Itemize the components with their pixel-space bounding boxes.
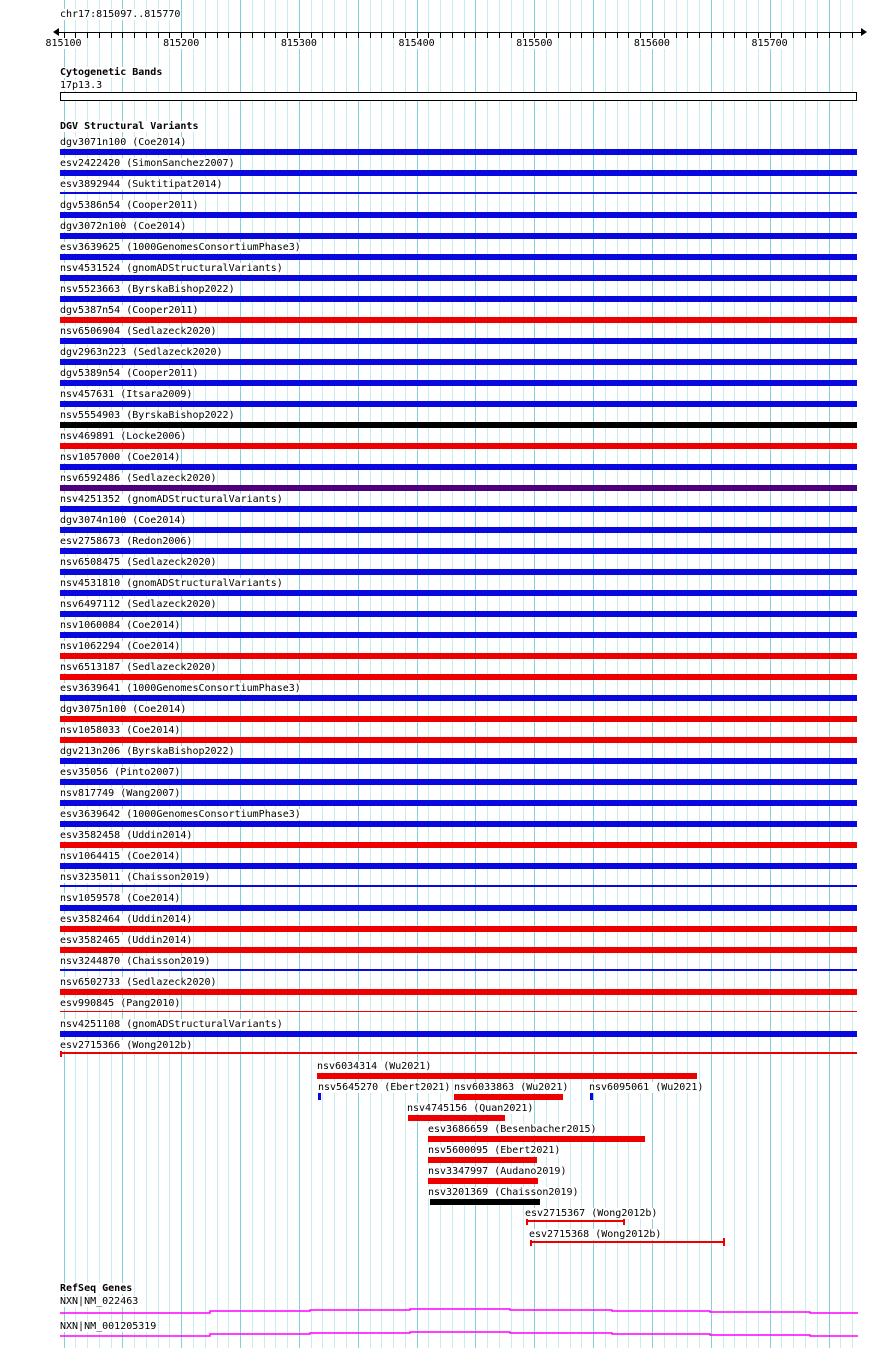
variant-label: nsv3201369 (Chaisson2019)	[428, 1187, 579, 1198]
variant-label: nsv817749 (Wang2007)	[60, 788, 181, 799]
variant-label: dgv3074n100 (Coe2014)	[60, 515, 187, 526]
variant-label: dgv5387n54 (Cooper2011)	[60, 305, 199, 316]
variant-label: nsv6497112 (Sedlazeck2020)	[60, 599, 217, 610]
variant-label: esv3686659 (Besenbacher2015)	[428, 1124, 597, 1135]
variant-label: esv3582464 (Uddin2014)	[60, 914, 193, 925]
variant-label: esv2715368 (Wong2012b)	[529, 1229, 662, 1240]
variant-label: dgv2963n223 (Sedlazeck2020)	[60, 347, 223, 358]
gene-label: NXN|NM_001205319	[60, 1321, 157, 1332]
variant-label: nsv457631 (Itsara2009)	[60, 389, 193, 400]
gene-model-line[interactable]	[60, 1332, 858, 1336]
variant-label: nsv6592486 (Sedlazeck2020)	[60, 473, 217, 484]
variant-label: nsv1062294 (Coe2014)	[60, 641, 181, 652]
variant-label: nsv5523663 (ByrskaBishop2022)	[60, 284, 235, 295]
ruler-tick-label: 815600	[633, 38, 670, 49]
variant-label: esv3582458 (Uddin2014)	[60, 830, 193, 841]
variant-label: nsv6095061 (Wu2021)	[589, 1082, 704, 1093]
variant-label: nsv3235011 (Chaisson2019)	[60, 872, 211, 883]
variant-label: esv2715367 (Wong2012b)	[525, 1208, 658, 1219]
variant-label: nsv469891 (Locke2006)	[60, 431, 187, 442]
variant-label: nsv4531810 (gnomADStructuralVariants)	[60, 578, 283, 589]
variant-label: nsv5600095 (Ebert2021)	[428, 1145, 561, 1156]
variant-label: nsv4251108 (gnomADStructuralVariants)	[60, 1019, 283, 1030]
variant-label: esv3639625 (1000GenomesConsortiumPhase3)	[60, 242, 301, 253]
ruler-tick-label: 815300	[280, 38, 317, 49]
cytoband-label: 17p13.3	[60, 80, 103, 91]
variant-label: nsv1059578 (Coe2014)	[60, 893, 181, 904]
variant-label: nsv6033863 (Wu2021)	[454, 1082, 569, 1093]
variant-label: esv3639641 (1000GenomesConsortiumPhase3)	[60, 683, 301, 694]
variant-label: nsv4251352 (gnomADStructuralVariants)	[60, 494, 283, 505]
variant-label: nsv3244870 (Chaisson2019)	[60, 956, 211, 967]
variant-label: dgv5386n54 (Cooper2011)	[60, 200, 199, 211]
ruler-tick-label: 815200	[163, 38, 200, 49]
refseq-section-title: RefSeq Genes	[60, 1283, 133, 1294]
variant-label: esv2422420 (SimonSanchez2007)	[60, 158, 235, 169]
variant-label: nsv1057000 (Coe2014)	[60, 452, 181, 463]
variant-label: nsv1064415 (Coe2014)	[60, 851, 181, 862]
variant-label: esv2715366 (Wong2012b)	[60, 1040, 193, 1051]
variant-label: nsv1060084 (Coe2014)	[60, 620, 181, 631]
variant-label: esv3582465 (Uddin2014)	[60, 935, 193, 946]
gene-label: NXN|NM_022463	[60, 1296, 139, 1307]
ruler-tick-label: 815100	[45, 38, 82, 49]
variant-label: nsv6502733 (Sedlazeck2020)	[60, 977, 217, 988]
variant-label: dgv5389n54 (Cooper2011)	[60, 368, 199, 379]
variant-label: nsv3347997 (Audano2019)	[428, 1166, 567, 1177]
variant-label: esv3639642 (1000GenomesConsortiumPhase3)	[60, 809, 301, 820]
variant-label: esv990845 (Pang2010)	[60, 998, 181, 1009]
variant-label: dgv3072n100 (Coe2014)	[60, 221, 187, 232]
variant-label: dgv213n206 (ByrskaBishop2022)	[60, 746, 235, 757]
ruler-tick-label: 815700	[751, 38, 788, 49]
variant-label: nsv5554903 (ByrskaBishop2022)	[60, 410, 235, 421]
variant-label: esv2758673 (Redon2006)	[60, 536, 193, 547]
region-label: chr17:815097..815770	[60, 9, 181, 20]
variant-label: dgv3075n100 (Coe2014)	[60, 704, 187, 715]
gene-model-line[interactable]	[60, 1309, 858, 1313]
variant-label: nsv4745156 (Quan2021)	[407, 1103, 534, 1114]
ruler-tick-label: 815400	[398, 38, 435, 49]
variant-label: esv3892944 (Suktitipat2014)	[60, 179, 223, 190]
variant-label: nsv6506904 (Sedlazeck2020)	[60, 326, 217, 337]
variant-label: dgv3071n100 (Coe2014)	[60, 137, 187, 148]
variant-label: nsv6508475 (Sedlazeck2020)	[60, 557, 217, 568]
variant-label: nsv4531524 (gnomADStructuralVariants)	[60, 263, 283, 274]
variant-label: esv35056 (Pinto2007)	[60, 767, 181, 778]
variant-label: nsv1058033 (Coe2014)	[60, 725, 181, 736]
variant-label: nsv6513187 (Sedlazeck2020)	[60, 662, 217, 673]
variant-label: nsv5645270 (Ebert2021)	[318, 1082, 451, 1093]
dgv-section-title: DGV Structural Variants	[60, 121, 199, 132]
ruler-tick-label: 815500	[516, 38, 553, 49]
variant-label: nsv6034314 (Wu2021)	[317, 1061, 432, 1072]
cytogenetic-section-title: Cytogenetic Bands	[60, 67, 163, 78]
